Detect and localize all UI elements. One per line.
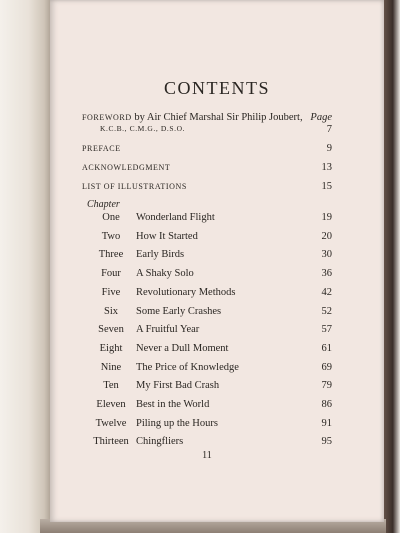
toc-chapter-row	[50, 231, 384, 245]
toc-chapter-row	[50, 249, 384, 263]
chapter-title: Never a Dull Moment	[136, 343, 229, 354]
toc-entry-acknowledgment	[50, 162, 384, 176]
toc-chapter-row	[50, 343, 384, 357]
chapter-number: Eight	[99, 343, 123, 354]
page-title: CONTENTS	[164, 78, 270, 98]
chapter-column-header-row	[50, 199, 384, 213]
chapter-number: Five	[101, 287, 121, 298]
chapter-page-number: 42	[321, 287, 332, 298]
chapter-title: The Price of Knowledge	[136, 362, 239, 373]
book-cover-right-edge	[382, 0, 400, 533]
foreword-label: FOREWORD	[82, 113, 132, 122]
chapter-title: Chingfliers	[136, 436, 184, 447]
toc-chapter-row	[50, 418, 384, 432]
toc-chapter-row	[50, 212, 384, 226]
chapter-page-number: 20	[321, 231, 332, 242]
chapter-number: Nine	[100, 362, 122, 373]
contents-page	[50, 0, 384, 522]
toc-chapter-row	[50, 436, 384, 450]
chapter-page-number: 30	[321, 249, 332, 260]
foreword-honours: K.C.B., C.M.G., D.S.O.	[100, 124, 186, 133]
chapter-title: My First Bad Crash	[136, 380, 220, 391]
chapter-title: Some Early Crashes	[136, 306, 222, 317]
book-cover-left-edge	[0, 0, 52, 533]
chapter-page-number: 86	[321, 399, 332, 410]
chapter-page-number: 69	[321, 362, 332, 373]
toc-entry-foreword-honours	[50, 124, 384, 138]
chapter-title: Wonderland Flight	[136, 212, 215, 223]
illustrations-page-number: 15	[321, 181, 332, 192]
chapter-title: A Fruitful Year	[136, 324, 200, 335]
chapter-title: A Shaky Solo	[136, 268, 194, 279]
chapter-page-number: 79	[321, 380, 332, 391]
illustrations-label: LIST OF ILLUSTRATIONS	[82, 182, 187, 191]
chapter-page-number: 61	[321, 343, 332, 354]
chapter-title: Revolutionary Methods	[136, 287, 236, 298]
toc-chapter-row	[50, 287, 384, 301]
folio-page-number: 11	[202, 450, 212, 461]
chapter-number: Thirteen	[93, 436, 129, 447]
chapter-title: Best in the World	[136, 399, 210, 410]
chapter-page-number: 19	[321, 212, 332, 223]
chapter-title: How It Started	[136, 231, 198, 242]
toc-chapter-row	[50, 324, 384, 338]
chapter-page-number: 57	[321, 324, 332, 335]
toc-entry-illustrations	[50, 181, 384, 195]
foreword-line	[82, 112, 303, 123]
chapter-number: Twelve	[95, 418, 127, 429]
toc-chapter-row	[50, 380, 384, 394]
chapter-page-number: 52	[321, 306, 332, 317]
chapter-title: Early Birds	[136, 249, 185, 260]
toc-chapter-row	[50, 306, 384, 320]
foreword-author: by Air Chief Marshal Sir Philip Joubert,	[134, 112, 303, 123]
preface-page-number: 9	[326, 143, 332, 154]
toc-chapter-row	[50, 362, 384, 376]
foreword-page-number: 7	[326, 124, 332, 135]
chapter-number: Two	[101, 231, 121, 242]
toc-chapter-row	[50, 268, 384, 282]
preface-label: PREFACE	[82, 144, 121, 153]
toc-entry-preface	[50, 143, 384, 157]
chapter-column-header: Chapter	[87, 199, 120, 210]
chapter-number: Seven	[98, 324, 124, 335]
acknowledgment-label: ACKNOWLEDGMENT	[82, 163, 171, 172]
chapter-title: Piling up the Hours	[136, 418, 218, 429]
page-column-header: Page	[310, 112, 332, 123]
toc-chapter-row	[50, 399, 384, 413]
acknowledgment-page-number: 13	[321, 162, 332, 173]
chapter-number: Ten	[103, 380, 119, 391]
chapter-page-number: 36	[321, 268, 332, 279]
chapter-page-number: 95	[321, 436, 332, 447]
chapter-number: Three	[98, 249, 124, 260]
chapter-number: Six	[103, 306, 118, 317]
chapter-page-number: 91	[321, 418, 332, 429]
chapter-number: Four	[101, 268, 121, 279]
chapter-number: One	[102, 212, 120, 223]
chapter-number: Eleven	[96, 399, 126, 410]
